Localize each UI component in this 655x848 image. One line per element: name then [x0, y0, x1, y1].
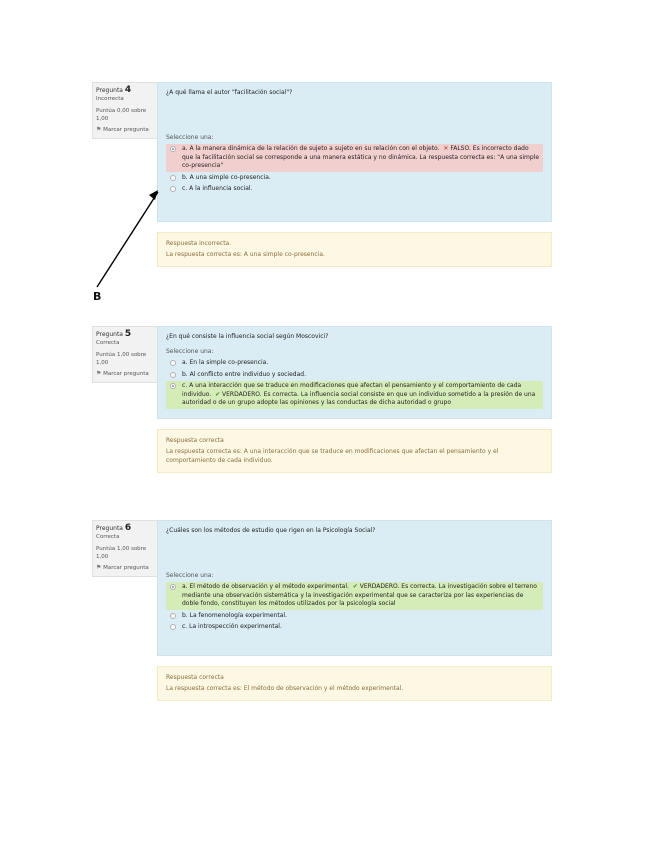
check-icon: ✔ [352, 583, 358, 590]
radio-button[interactable] [170, 584, 176, 590]
annotation-letter: B [93, 290, 102, 303]
feedback-title: Respuesta incorrecta. [166, 240, 232, 247]
flag-question-link[interactable] [96, 564, 156, 572]
select-prompt: Seleccione una: [166, 133, 214, 141]
answer-text: b. Al conflicto entre individuo y sociedad. [182, 370, 306, 378]
answer-text: a. El método de observación y el método experimental. ✔ VERDADERO. Es correcta. La investigación sobre el terreno mediante una observación sistemática y la investigación experimental que se caracteriza por las experiencias de doble fondo, constituyen los métodos utilizados por la psicología social [182, 583, 537, 607]
question-score: Puntúa 0,00 sobre 1,00 [96, 108, 147, 122]
question-text: ¿En qué consiste la influencia social según Moscovici? [166, 333, 329, 340]
flag-icon: ⚑ [96, 564, 102, 571]
answer-option-a[interactable] [166, 358, 543, 369]
flag-icon: ⚑ [96, 370, 102, 377]
right-answer: La respuesta correcta es: El método de observación y el método experimental. [166, 685, 404, 692]
select-prompt: Seleccione una: [166, 571, 214, 579]
answer-option-c[interactable] [166, 381, 543, 409]
answer-option-b[interactable] [166, 370, 543, 381]
incorrect-icon: ✕ [443, 145, 449, 152]
question-status: Correcta [96, 534, 120, 540]
answer-text: a. A la manera dinámica de la relación de sujeto a sujeto en su relación con el objeto. ✕ FALSO. Es incorrecto dado que la facilitación social se corresponde a una manera estática y no dinámica. La respuesta correcta es: "A una simple co-presencia" [182, 145, 540, 169]
flag-label: Marcar pregunta [103, 127, 149, 133]
question-score: Puntúa 1,00 sobre 1,00 [96, 352, 147, 366]
flag-label: Marcar pregunta [103, 371, 149, 377]
answer-option-a[interactable] [166, 582, 543, 610]
question-text: ¿Cuáles son los métodos de estudio que rigen en la Psicología Social? [166, 527, 376, 534]
feedback-title: Respuesta correcta [166, 674, 224, 681]
flag-label: Marcar pregunta [103, 565, 149, 571]
question-info [92, 520, 160, 577]
answer-text: c. A la influencia social. [182, 185, 253, 192]
outcome-feedback [157, 429, 552, 473]
right-answer: La respuesta correcta es: A una interacción que se traduce en modificaciones que afectan el pensamiento y el comportamiento de cada individuo. [166, 447, 499, 464]
flag-question-link[interactable] [96, 370, 156, 378]
answer-feedback: VERDADERO. Es correcta. La influencia social consiste en que un individuo sometido a la presión de una autoridad o de un grupo adopte las opiniones y las conductas de dicha autoridad o grupo [182, 390, 536, 406]
question-status: Correcta [96, 340, 120, 346]
question-info [92, 326, 160, 383]
answer-text: b. A una simple co-presencia. [182, 173, 271, 181]
answer-feedback: FALSO. Es incorrecto dado que la facilitación social se corresponde a una manera estática y no dinámica. La respuesta correcta es: "A una simple co-presencia" [182, 145, 540, 169]
select-prompt: Seleccione una: [166, 347, 214, 355]
question-body [157, 520, 552, 656]
answer-option-c[interactable] [166, 622, 543, 633]
check-icon: ✔ [215, 390, 221, 398]
answer-feedback: VERDADERO. Es correcta. La investigación sobre el terreno mediante una observación sistemática y la investigación experimental que se caracteriza por las experiencias de doble fondo, constituyen los métodos utilizados por la psicología social [182, 583, 537, 607]
radio-button[interactable] [170, 360, 176, 366]
question-number: Pregunta 6 [96, 523, 132, 533]
answer-text: c. La introspección experimental. [182, 623, 282, 630]
radio-button[interactable] [170, 372, 176, 378]
answer-text: a. En la simple co-presencia. [182, 359, 269, 366]
question-number: Pregunta 4 [96, 85, 132, 95]
feedback-title: Respuesta correcta [166, 436, 224, 444]
right-answer: La respuesta correcta es: A una simple co-presencia. [166, 251, 325, 258]
radio-button[interactable] [170, 624, 176, 630]
radio-button[interactable] [170, 383, 176, 389]
answer-text: c. A una interacción que se traduce en modificaciones que afectan el pensamiento y el comportamiento de cada individuo. ✔ VERDADERO. Es correcta. La influencia social consiste en que un individuo sometido a la presión de una autoridad o de un grupo adopte las opiniones y las conductas de dicha autoridad o grupo [182, 382, 536, 406]
outcome-feedback [157, 666, 552, 701]
question-number: Pregunta 5 [96, 329, 132, 339]
question-body [157, 326, 552, 419]
flag-icon: ⚑ [96, 126, 102, 133]
radio-button[interactable] [170, 613, 176, 619]
answer-text: b. La fenomenología experimental. [182, 611, 287, 619]
question-score: Puntúa 1,00 sobre 1,00 [96, 546, 147, 560]
answer-option-b[interactable] [166, 611, 543, 622]
question-text: ¿A qué llama el autor "facilitación social"? [166, 89, 293, 96]
question-status: Incorrecta [96, 96, 124, 102]
